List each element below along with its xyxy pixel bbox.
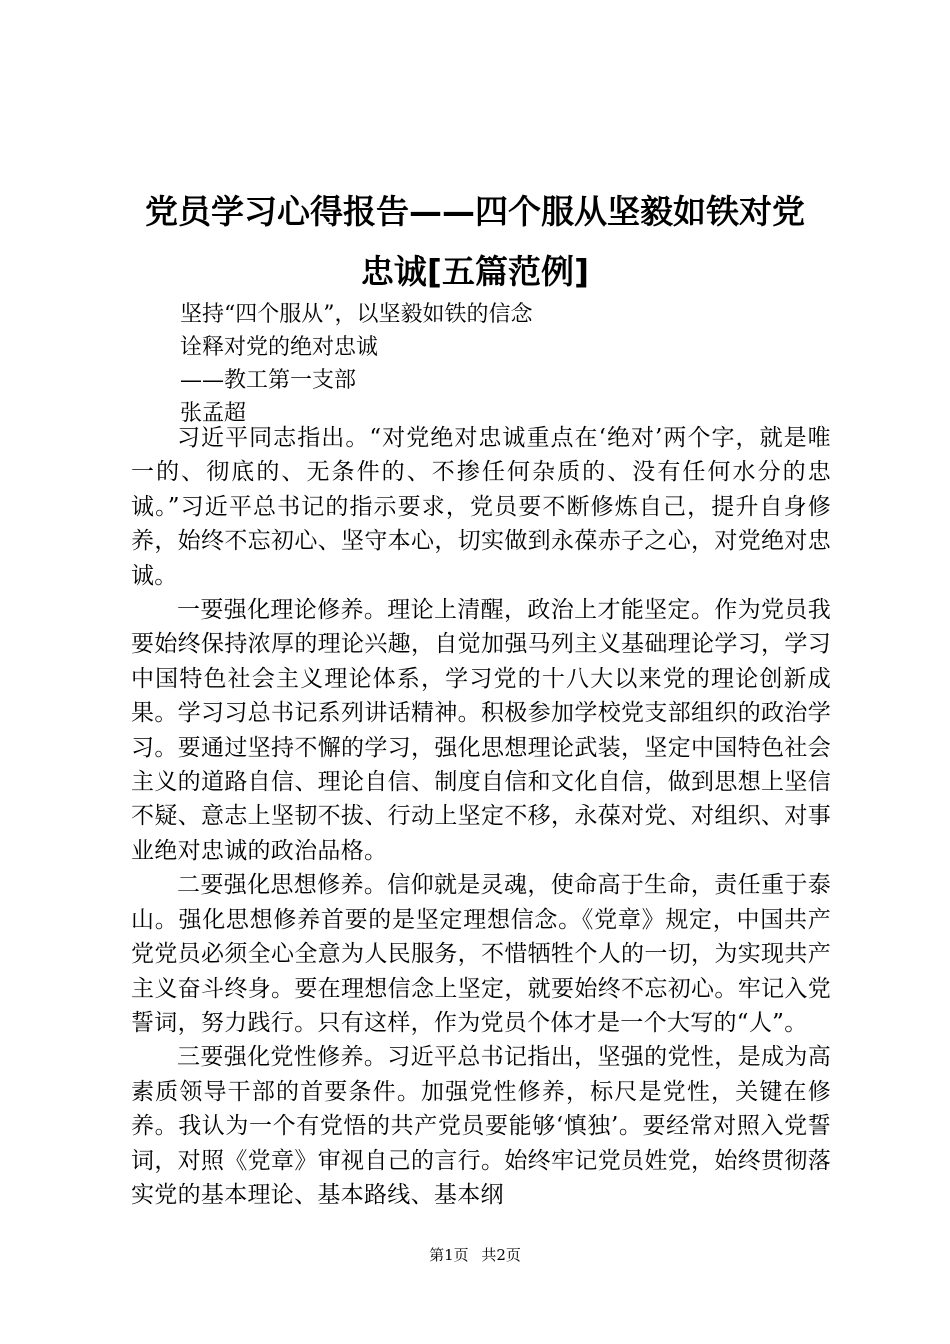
page-number-current: 第1页 <box>429 1246 469 1264</box>
author-name: 张孟超 <box>180 401 247 426</box>
document-title-line-1: 党员学习心得报告——四个服从坚毅如铁对党 <box>145 192 805 231</box>
body-paragraph-thought: 二要强化思想修养。信仰就是灵魂，使命高于生命，责任重于泰山。强化思想修养首要的是坚定理想信念。《党章》规定，中国共产党党员必须全心全意为人民服务，不惜牺牲个人的一切，为实现共产主义奋斗终身。要在理想信念上坚定，就要始终不忘初心。牢记入党誓词，努力践行。只有这样，作为党员个体才是一个大写的“人”。 <box>131 872 831 1036</box>
page-footer <box>0 1244 950 1265</box>
body-paragraph-intro: 习近平同志指出。“对党绝对忠诚重点在‘绝对’两个字，就是唯一的、彻底的、无条件的、不掺任何杂质的、没有任何水分的忠诚。”习近平总书记的指示要求，党员要不断修炼自己，提升自身修养，始终不忘初心、坚守本心，切实做到永葆赤子之心，对党绝对忠诚。 <box>131 425 831 589</box>
author-unit: ——教工第一支部 <box>180 368 357 393</box>
subtitle-line-2: 诠释对党的绝对忠诚 <box>180 335 379 360</box>
document-title-line-2: 忠诚[五篇范例] <box>360 252 590 291</box>
body-paragraph-theory: 一要强化理论修养。理论上清醒，政治上才能坚定。作为党员我要始终保持浓厚的理论兴趣，自觉加强马列主义基础理论学习，学习中国特色社会主义理论体系，学习党的十八大以来党的理论创新成果。学习习总书记系列讲话精神。积极参加学校党支部组织的政治学习。要通过坚持不懈的学习，强化思想理论武装，坚定中国特色社会主义的道路自信、理论自信、制度自信和文化自信，做到思想上坚信不疑、意志上坚韧不拔、行动上坚定不移，永葆对党、对组织、对事业绝对忠诚的政治品格。 <box>131 597 831 864</box>
subtitle-line-1: 坚持“四个服从”，以坚毅如铁的信念 <box>180 302 533 327</box>
body-paragraph-party-spirit: 三要强化党性修养。习近平总书记指出，坚强的党性，是成为高素质领导干部的首要条件。加强党性修养，标尺是党性，关键在修养。我认为一个有党悟的共产党员要能够‘慎独’。要经常对照入党誓词，对照《党章》审视自己的言行。始终牢记党员姓党，始终贯彻落实党的基本理论、基本路线、基本纲 <box>131 1044 831 1208</box>
document-body <box>131 421 831 1212</box>
page-number-total: 共2页 <box>481 1246 521 1264</box>
